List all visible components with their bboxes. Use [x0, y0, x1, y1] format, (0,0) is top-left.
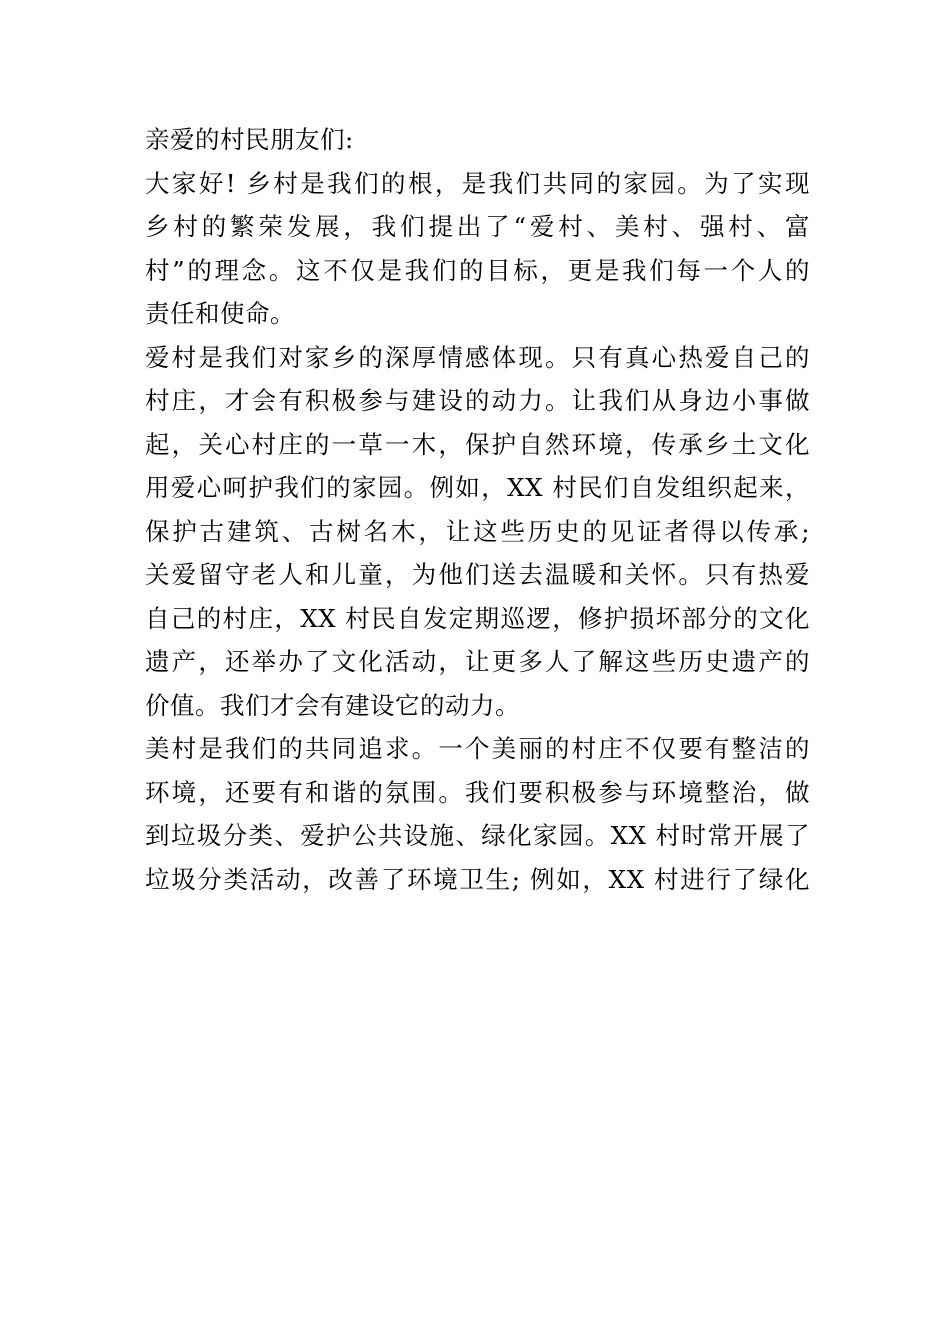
text-line-greeting: 亲爱的村民朋友们:	[145, 125, 354, 154]
text-line: 环境，还要有和谐的氛围。我们要积极参与环境整治，做	[145, 777, 810, 807]
text-line: 价值。我们才会有建设它的动力。	[145, 690, 520, 720]
text-line: 大家好! 乡村是我们的根，是我们共同的家园。为了实现	[145, 168, 810, 198]
text-line: 自己的村庄，XX 村民自发定期巡逻，修护损坏部分的文化	[145, 603, 810, 633]
text-line: 美村是我们的共同追求。一个美丽的村庄不仅要有整洁的	[145, 734, 810, 763]
text-line: 村”的理念。这不仅是我们的目标，更是我们每一个人的	[145, 255, 810, 285]
text-line: 保护古建筑、古树名木，让这些历史的见证者得以传承;	[145, 516, 810, 546]
text-line: 遗产，还举办了文化活动，让更多人了解这些历史遗产的	[145, 647, 810, 676]
text-line: 起，关心村庄的一草一木，保护自然环境，传承乡土文化	[145, 429, 810, 459]
text-line: 村庄，才会有积极参与建设的动力。让我们从身边小事做	[145, 386, 810, 415]
text-line: 责任和使命。	[145, 299, 295, 328]
text-line: 爱村是我们对家乡的深厚情感体现。只有真心热爱自己的	[145, 342, 810, 372]
text-line: 垃圾分类活动，改善了环境卫生; 例如，XX 村进行了绿化	[145, 864, 810, 894]
letter-body	[145, 118, 810, 901]
text-line: 用爱心呵护我们的家园。例如，XX 村民们自发组织起来，	[145, 473, 810, 502]
text-line: 关爱留守老人和儿童，为他们送去温暖和关怀。只有热爱	[145, 560, 810, 589]
text-line: 到垃圾分类、爱护公共设施、绿化家园。XX 村时常开展了	[145, 821, 810, 850]
text-line: 乡村的繁荣发展，我们提出了“爱村、美村、强村、富	[145, 212, 810, 241]
